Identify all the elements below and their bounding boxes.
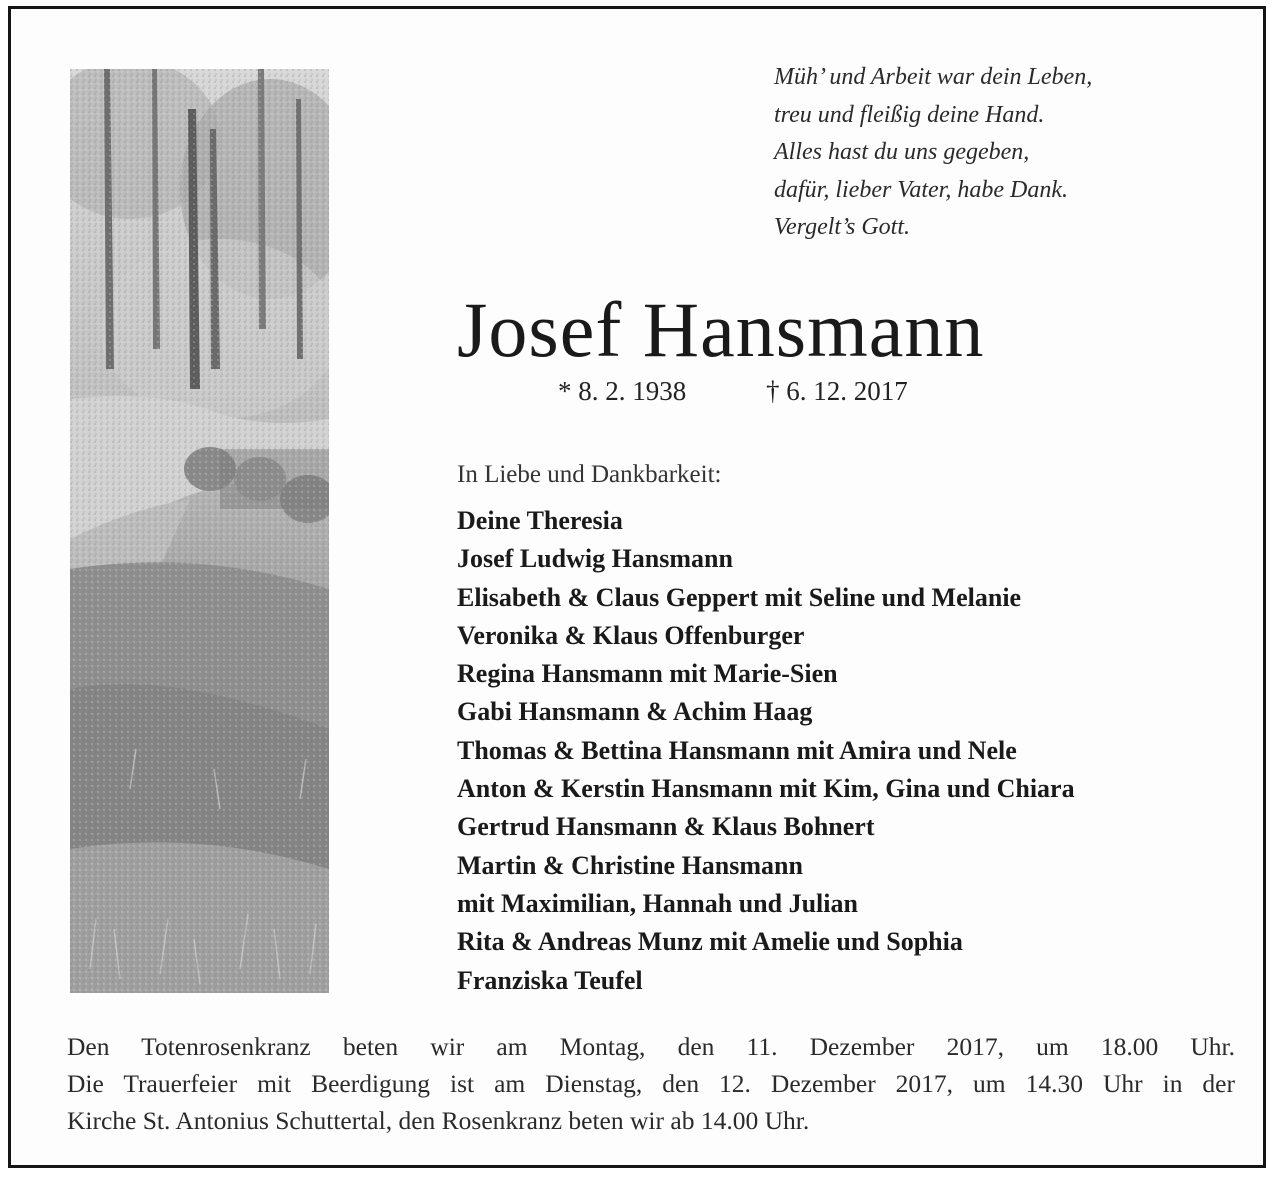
poem-line: Vergelt’s Gott.: [774, 214, 910, 240]
family-member: Veronika & Klaus Offenburger: [457, 620, 805, 650]
family-member: mit Maximilian, Hannah und Julian: [457, 888, 858, 918]
greeting: In Liebe und Dankbarkeit:: [457, 461, 722, 488]
poem-line: Müh’ und Arbeit war dein Leben,: [774, 64, 1093, 90]
family-member: Anton & Kerstin Hansmann mit Kim, Gina und Chiara: [457, 774, 1075, 804]
obituary-frame: [8, 6, 1266, 1168]
family-member: Franziska Teufel: [457, 965, 643, 995]
family-member: Martin & Christine Hansmann: [457, 850, 803, 880]
poem-line: Alles hast du uns gegeben,: [774, 139, 1030, 165]
family-member: Regina Hansmann mit Marie-Sien: [457, 659, 838, 689]
notice-line: Kirche St. Antonius Schuttertal, den Rosenkranz beten wir ab 14.00 Uhr.: [67, 1106, 810, 1135]
family-member: Gabi Hansmann & Achim Haag: [457, 697, 813, 727]
family-member: Josef Ludwig Hansmann: [457, 544, 733, 574]
family-member: Gertrud Hansmann & Klaus Bohnert: [457, 812, 875, 842]
family-member: Elisabeth & Claus Geppert mit Seline und Melanie: [457, 582, 1022, 612]
notice-line: Die Trauerfeier mit Beerdigung ist am Dienstag, den 12. Dezember 2017, um 14.30 Uhr in der: [67, 1069, 1235, 1098]
death-date: † 6. 12. 2017: [766, 376, 908, 406]
poem-line: treu und fleißig deine Hand.: [774, 101, 1045, 128]
forest-path-image: [70, 69, 329, 993]
forest-photo: [70, 69, 329, 993]
service-notice: [67, 1028, 1235, 1139]
deceased-name: Josef Hansmann: [457, 286, 985, 373]
family-member: Deine Theresia: [457, 506, 623, 535]
family-member: Thomas & Bettina Hansmann mit Amira und Nele: [457, 735, 1017, 765]
poem: [774, 59, 1092, 247]
family-list: [457, 502, 1075, 1000]
notice-line: Den Totenrosenkranz beten wir am Montag, den 11. Dezember 2017, um 18.00 Uhr.: [67, 1032, 1235, 1061]
family-member: Rita & Andreas Munz mit Amelie und Sophia: [457, 927, 963, 957]
birth-date: * 8. 2. 1938: [558, 376, 687, 406]
poem-line: dafür, lieber Vater, habe Dank.: [774, 176, 1068, 203]
